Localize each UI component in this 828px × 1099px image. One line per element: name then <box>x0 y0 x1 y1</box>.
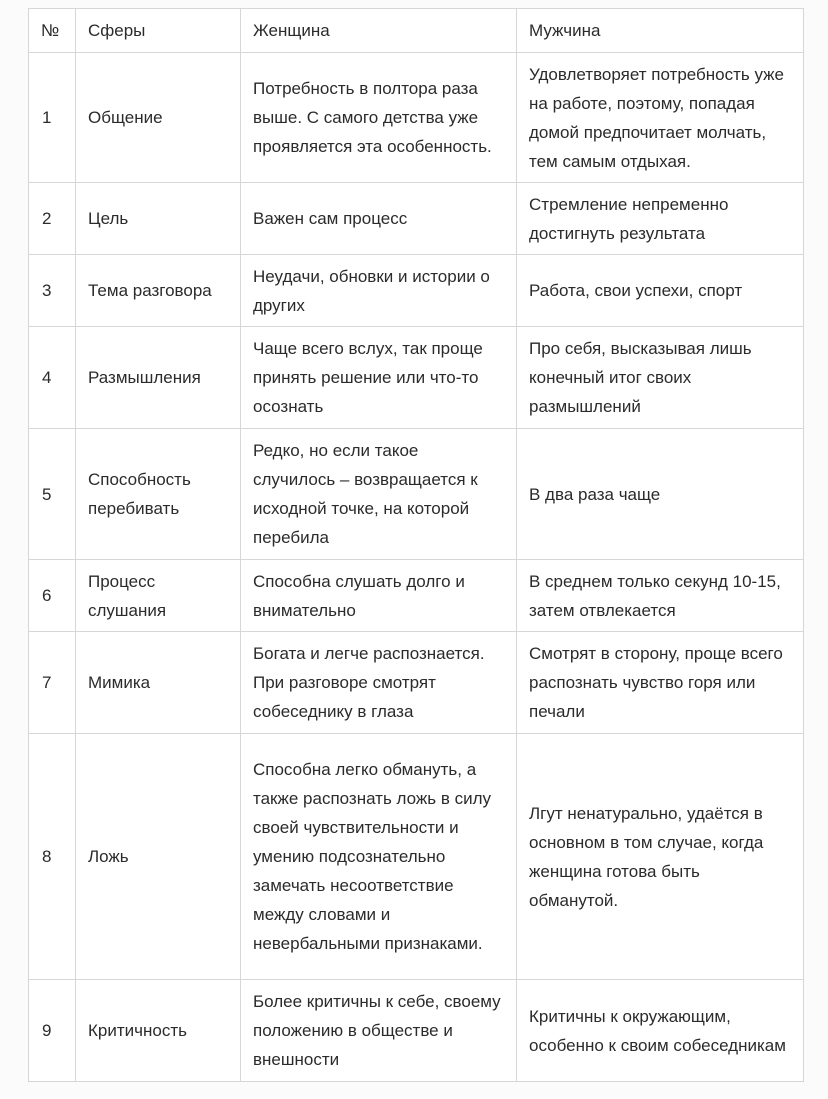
table-row <box>29 632 804 734</box>
cell-number: 1 <box>29 53 76 183</box>
cell-man: В среднем только секунд 10-15, затем отвлекается <box>517 560 804 632</box>
cell-number: 3 <box>29 255 76 327</box>
cell-sphere: Процесс слушания <box>76 560 241 632</box>
cell-number: 5 <box>29 429 76 560</box>
cell-sphere: Общение <box>76 53 241 183</box>
header-man: Мужчина <box>517 9 804 53</box>
cell-man: В два раза чаще <box>517 429 804 560</box>
cell-woman: Способна легко обмануть, а также распознать ложь в силу своей чувствительности и умению подсознательно замечать несоответствие между словами и невербальными признаками. <box>241 734 517 980</box>
cell-number: 9 <box>29 980 76 1082</box>
table-row <box>29 734 804 980</box>
table-row <box>29 327 804 429</box>
cell-man: Стремление непременно достигнуть результата <box>517 183 804 255</box>
comparison-table <box>28 8 804 1082</box>
cell-number: 7 <box>29 632 76 734</box>
cell-sphere: Размышления <box>76 327 241 429</box>
cell-man: Лгут ненатурально, удаётся в основном в том случае, когда женщина готова быть обманутой. <box>517 734 804 980</box>
cell-woman: Более критичны к себе, своему положению в обществе и внешности <box>241 980 517 1082</box>
cell-sphere: Ложь <box>76 734 241 980</box>
cell-man: Смотрят в сторону, проще всего распознать чувство горя или печали <box>517 632 804 734</box>
cell-man: Критичны к окружающим, особенно к своим собеседникам <box>517 980 804 1082</box>
cell-woman: Неудачи, обновки и истории о других <box>241 255 517 327</box>
table-row <box>29 429 804 560</box>
cell-sphere: Тема разговора <box>76 255 241 327</box>
cell-sphere: Цель <box>76 183 241 255</box>
cell-woman: Богата и легче распознается. При разговоре смотрят собеседнику в глаза <box>241 632 517 734</box>
cell-man: Работа, свои успехи, спорт <box>517 255 804 327</box>
cell-sphere: Способность перебивать <box>76 429 241 560</box>
table-row <box>29 255 804 327</box>
cell-number: 4 <box>29 327 76 429</box>
cell-sphere: Критичность <box>76 980 241 1082</box>
cell-woman: Способна слушать долго и внимательно <box>241 560 517 632</box>
table-header-row <box>29 9 804 53</box>
cell-man: Удовлетворяет потребность уже на работе, поэтому, попадая домой предпочитает молчать, тем самым отдыхая. <box>517 53 804 183</box>
cell-woman: Потребность в полтора раза выше. С самого детства уже проявляется эта особенность. <box>241 53 517 183</box>
header-woman: Женщина <box>241 9 517 53</box>
header-sphere: Сферы <box>76 9 241 53</box>
table-row <box>29 980 804 1082</box>
header-number: № <box>29 9 76 53</box>
cell-woman: Важен сам процесс <box>241 183 517 255</box>
table-row <box>29 183 804 255</box>
cell-number: 8 <box>29 734 76 980</box>
table-row <box>29 53 804 183</box>
table-row <box>29 560 804 632</box>
cell-number: 6 <box>29 560 76 632</box>
cell-man: Про себя, высказывая лишь конечный итог своих размышлений <box>517 327 804 429</box>
cell-number: 2 <box>29 183 76 255</box>
cell-woman: Чаще всего вслух, так проще принять решение или что-то осознать <box>241 327 517 429</box>
cell-woman: Редко, но если такое случилось – возвращается к исходной точке, на которой перебила <box>241 429 517 560</box>
cell-sphere: Мимика <box>76 632 241 734</box>
